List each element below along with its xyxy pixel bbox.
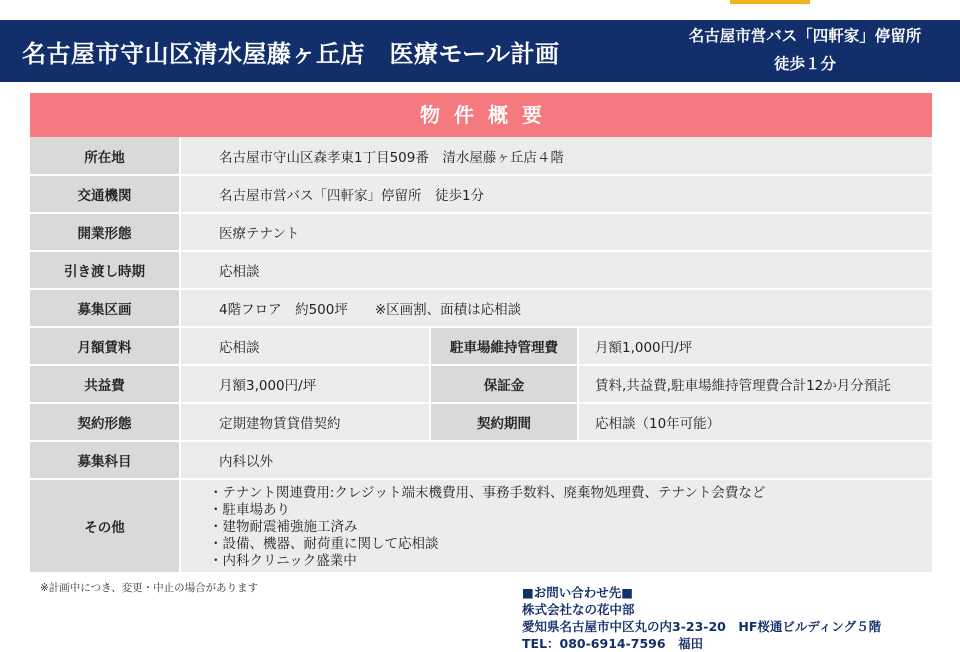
- label-parking-fee: 駐車場維持管理費: [430, 327, 578, 365]
- value-other: [180, 479, 932, 573]
- note-item: ・内科クリニック盛業中: [209, 552, 357, 569]
- value-business-type: 医療テナント: [180, 213, 932, 251]
- label-location: 所在地: [30, 137, 180, 175]
- property-summary: [30, 93, 932, 574]
- note-item: ・駐車場あり: [209, 501, 290, 518]
- value-area: 4階フロア 約500坪 ※区画割、面積は応相談: [180, 289, 932, 327]
- table-row: [30, 137, 932, 175]
- table-row: [30, 365, 932, 403]
- value-location: 名古屋市守山区森孝東1丁目509番 清水屋藤ヶ丘店４階: [180, 137, 932, 175]
- footnote: ※計画中につき、変更・中止の場合があります: [40, 582, 259, 594]
- value-handover: 応相談: [180, 251, 932, 289]
- label-contract-type: 契約形態: [30, 403, 180, 441]
- table-row: [30, 213, 932, 251]
- access-line-2: 徒歩１分: [773, 55, 836, 73]
- contact-heading: ■お問い合わせ先■: [522, 585, 634, 600]
- note-item: ・建物耐震補強施工済み: [209, 518, 358, 535]
- table-row: [30, 327, 932, 365]
- label-other: その他: [30, 479, 180, 573]
- access-info: [650, 20, 960, 82]
- contact-address: 愛知県名古屋市中区丸の内3-23-20 HF桜通ビルディング５階: [522, 619, 882, 634]
- note-item: ・テナント関連費用:クレジット端末機費用、事務手数料、廃棄物処理費、テナント会費など: [209, 484, 766, 501]
- value-common-fee: 月額3,000円/坪: [180, 365, 430, 403]
- value-rent: 応相談: [180, 327, 430, 365]
- value-transport: 名古屋市営バス「四軒家」停留所 徒歩1分: [180, 175, 932, 213]
- note-item: ・設備、機器、耐荷重に関して応相談: [209, 535, 439, 552]
- section-title: 物件概要: [30, 93, 932, 137]
- table-row: [30, 175, 932, 213]
- label-transport: 交通機関: [30, 175, 180, 213]
- table-row: [30, 289, 932, 327]
- page-title: 名古屋市守山区清水屋藤ヶ丘店 医療モール計画: [22, 40, 560, 68]
- label-rent: 月額賃料: [30, 327, 180, 365]
- label-handover: 引き渡し時期: [30, 251, 180, 289]
- value-parking-fee: 月額1,000円/坪: [578, 327, 932, 365]
- table-row: [30, 441, 932, 479]
- property-table: [30, 137, 932, 574]
- value-deposit: 賃料,共益費,駐車場維持管理費合計12か月分預託: [578, 365, 932, 403]
- value-contract-type: 定期建物賃貸借契約: [180, 403, 430, 441]
- label-deposit: 保証金: [430, 365, 578, 403]
- label-departments: 募集科目: [30, 441, 180, 479]
- value-departments: 内科以外: [180, 441, 932, 479]
- label-contract-period: 契約期間: [430, 403, 578, 441]
- contact-info: [522, 584, 932, 652]
- contact-tel: TEL：080-6914-7596 福田: [522, 636, 704, 651]
- value-contract-period: 応相談（10年可能）: [578, 403, 932, 441]
- header-banner: [0, 20, 960, 82]
- access-line-1: 名古屋市営バス「四軒家」停留所: [688, 27, 922, 45]
- accent-tab: [730, 0, 810, 4]
- contact-company: 株式会社なの花中部: [522, 602, 635, 617]
- label-common-fee: 共益費: [30, 365, 180, 403]
- label-area: 募集区画: [30, 289, 180, 327]
- label-business-type: 開業形態: [30, 213, 180, 251]
- table-row: [30, 479, 932, 573]
- table-row: [30, 403, 932, 441]
- table-row: [30, 251, 932, 289]
